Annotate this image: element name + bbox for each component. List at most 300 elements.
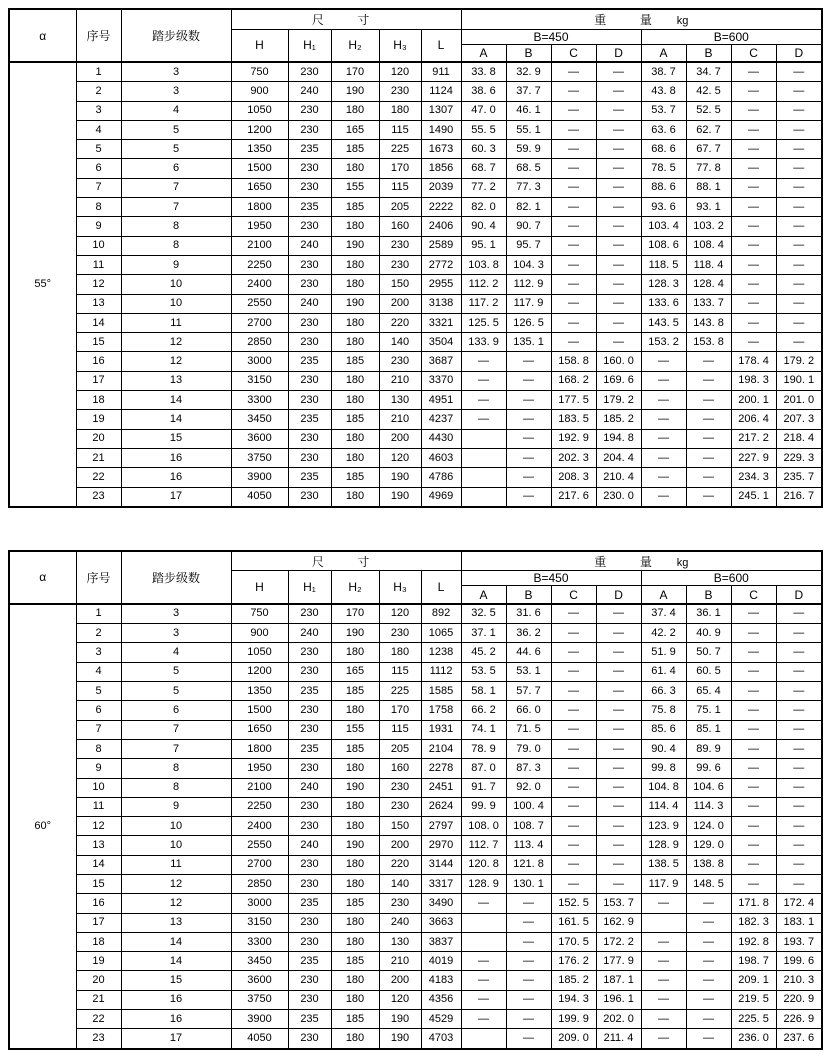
cell: 220. 9	[776, 990, 822, 1009]
cell: —	[596, 217, 641, 236]
cell: 230	[379, 778, 421, 797]
cell: 235	[288, 952, 331, 971]
cell: 180	[331, 275, 379, 294]
cell: 1500	[231, 701, 288, 720]
cell: 22	[76, 468, 121, 487]
cell: 150	[379, 817, 421, 836]
cell: 104. 8	[641, 778, 686, 797]
cell: 66. 0	[506, 701, 551, 720]
cell: —	[731, 778, 776, 797]
cell: 4	[76, 120, 121, 139]
cell: —	[551, 313, 596, 332]
table-row	[9, 410, 822, 429]
cell: 36. 2	[506, 624, 551, 643]
cell: —	[641, 971, 686, 990]
cell: 180	[331, 759, 379, 778]
cell: —	[551, 236, 596, 255]
cell	[461, 932, 506, 951]
cell: 1856	[421, 159, 461, 178]
cell	[641, 913, 686, 932]
cell	[461, 429, 506, 448]
cell: 2250	[231, 797, 288, 816]
table-row	[9, 952, 822, 971]
cell: 200	[379, 429, 421, 448]
cell: 216. 7	[776, 487, 822, 507]
cell: —	[686, 971, 731, 990]
cell: 892	[421, 604, 461, 624]
cell: 230	[288, 429, 331, 448]
cell: 32. 9	[506, 62, 551, 82]
cell: 3300	[231, 932, 288, 951]
cell: —	[596, 720, 641, 739]
cell: 217. 2	[731, 429, 776, 448]
cell: 71. 5	[506, 720, 551, 739]
cell: 230	[288, 62, 331, 82]
cell: 2039	[421, 178, 461, 197]
cell: —	[776, 217, 822, 236]
cell: 170. 5	[551, 932, 596, 951]
cell: 59. 9	[506, 140, 551, 159]
cell: 150	[379, 275, 421, 294]
cell: —	[551, 739, 596, 758]
cell: —	[641, 1029, 686, 1049]
col-header-b450-A: A	[461, 586, 506, 604]
cell: 78. 9	[461, 739, 506, 758]
cell: 180	[331, 391, 379, 410]
cell: —	[506, 1029, 551, 1049]
cell: 4019	[421, 952, 461, 971]
cell: 190	[379, 487, 421, 507]
col-header-b600-A: A	[641, 586, 686, 604]
cell: —	[596, 739, 641, 758]
cell: 3000	[231, 894, 288, 913]
cell: 103. 4	[641, 217, 686, 236]
cell: 1	[76, 62, 121, 82]
table-row	[9, 817, 822, 836]
cell: 4	[121, 101, 231, 120]
cell: 2700	[231, 855, 288, 874]
cell: 112. 7	[461, 836, 506, 855]
cell: —	[551, 778, 596, 797]
cell: 108. 6	[641, 236, 686, 255]
cell: —	[551, 624, 596, 643]
cell: —	[506, 371, 551, 390]
cell: —	[551, 643, 596, 662]
cell: 14	[76, 855, 121, 874]
cell: —	[461, 352, 506, 371]
cell: 40. 9	[686, 624, 731, 643]
table-row	[9, 720, 822, 739]
cell: 9	[121, 797, 231, 816]
cell: 68. 6	[641, 140, 686, 159]
table-row	[9, 894, 822, 913]
cell: —	[596, 662, 641, 681]
cell: 2278	[421, 759, 461, 778]
cell: 53. 7	[641, 101, 686, 120]
cell: 176. 2	[551, 952, 596, 971]
cell: —	[686, 913, 731, 932]
cell: 161. 5	[551, 913, 596, 932]
cell: 11	[121, 855, 231, 874]
cell: 5	[76, 140, 121, 159]
cell: 230	[288, 932, 331, 951]
cell: —	[596, 333, 641, 352]
cell: —	[596, 62, 641, 82]
cell: 168. 2	[551, 371, 596, 390]
cell: 17	[76, 913, 121, 932]
cell: —	[641, 894, 686, 913]
cell: 234. 3	[731, 468, 776, 487]
cell: 230	[288, 448, 331, 467]
cell: 140	[379, 333, 421, 352]
table-header	[9, 9, 822, 62]
cell: 158. 8	[551, 352, 596, 371]
col-header-serial: 序号	[76, 551, 121, 604]
cell: 13	[121, 371, 231, 390]
cell: 230	[288, 313, 331, 332]
cell: —	[776, 682, 822, 701]
cell: —	[686, 952, 731, 971]
col-header-H: H	[231, 571, 288, 604]
cell: 219. 5	[731, 990, 776, 1009]
cell: —	[686, 1010, 731, 1029]
cell: 180	[331, 990, 379, 1009]
cell: 4	[76, 662, 121, 681]
cell: —	[776, 643, 822, 662]
cell: 7	[121, 178, 231, 197]
cell: —	[731, 662, 776, 681]
table-row	[9, 468, 822, 487]
cell: —	[776, 294, 822, 313]
cell: —	[641, 952, 686, 971]
alpha-value: 60°	[9, 604, 76, 1049]
cell: —	[461, 410, 506, 429]
cell: 114. 3	[686, 797, 731, 816]
cell: 230. 0	[596, 487, 641, 507]
cell: 235	[288, 894, 331, 913]
cell: —	[551, 275, 596, 294]
cell: —	[506, 894, 551, 913]
cell: 5	[121, 682, 231, 701]
cell: 21	[76, 448, 121, 467]
cell: —	[596, 313, 641, 332]
cell: 10	[121, 817, 231, 836]
cell: —	[506, 410, 551, 429]
cell: 108. 7	[506, 817, 551, 836]
cell: 17	[76, 371, 121, 390]
cell: —	[641, 468, 686, 487]
cell: 148. 5	[686, 874, 731, 893]
cell: 128. 4	[686, 275, 731, 294]
cell: 180	[331, 1029, 379, 1049]
table-row	[9, 101, 822, 120]
cell: —	[686, 990, 731, 1009]
cell: 2850	[231, 333, 288, 352]
cell: —	[596, 855, 641, 874]
cell: 23	[76, 487, 121, 507]
cell: 38. 6	[461, 82, 506, 101]
weight-unit: kg	[676, 14, 689, 27]
cell: —	[551, 178, 596, 197]
cell: 200	[379, 294, 421, 313]
cell: 37. 1	[461, 624, 506, 643]
cell: 180	[331, 932, 379, 951]
cell: 68. 7	[461, 159, 506, 178]
cell: —	[551, 836, 596, 855]
cell: 38. 7	[641, 62, 686, 82]
cell: 230	[379, 236, 421, 255]
cell: —	[596, 255, 641, 274]
cell: 210. 4	[596, 468, 641, 487]
cell: 185	[331, 739, 379, 758]
cell: 16	[76, 894, 121, 913]
cell: —	[461, 894, 506, 913]
cell: 19	[76, 952, 121, 971]
cell: 4356	[421, 990, 461, 1009]
cell: —	[776, 778, 822, 797]
cell: 2400	[231, 817, 288, 836]
cell: —	[686, 1029, 731, 1049]
cell: 52. 5	[686, 101, 731, 120]
col-header-b450-C: C	[551, 44, 596, 62]
spec-table-60deg	[8, 550, 823, 1050]
cell: 55. 1	[506, 120, 551, 139]
cell: —	[731, 797, 776, 816]
table-row	[9, 855, 822, 874]
cell: —	[776, 855, 822, 874]
cell: 138. 8	[686, 855, 731, 874]
cell: —	[731, 101, 776, 120]
cell: —	[596, 159, 641, 178]
cell: 180	[331, 448, 379, 467]
cell: 66. 3	[641, 682, 686, 701]
cell: —	[641, 371, 686, 390]
cell: —	[551, 720, 596, 739]
cell: 240	[379, 913, 421, 932]
cell: 178. 4	[731, 352, 776, 371]
cell: 3	[121, 604, 231, 624]
cell: 103. 8	[461, 255, 506, 274]
cell: —	[731, 817, 776, 836]
cell: —	[641, 352, 686, 371]
cell: 120	[379, 604, 421, 624]
cell: —	[731, 313, 776, 332]
cell: 169. 6	[596, 371, 641, 390]
cell: —	[776, 759, 822, 778]
cell: 192. 8	[731, 932, 776, 951]
group-header-dimensions: 尺 寸	[231, 9, 461, 29]
cell: 3300	[231, 391, 288, 410]
cell: —	[731, 682, 776, 701]
cell: 115	[379, 662, 421, 681]
table-row	[9, 971, 822, 990]
cell: —	[776, 624, 822, 643]
cell: 198. 3	[731, 371, 776, 390]
cell: 57. 7	[506, 682, 551, 701]
cell: 230	[288, 874, 331, 893]
cell: —	[551, 120, 596, 139]
col-header-b600-D: D	[776, 586, 822, 604]
cell: 230	[288, 159, 331, 178]
col-header-b600-C: C	[731, 44, 776, 62]
cell: —	[776, 255, 822, 274]
table-header	[9, 551, 822, 604]
cell: —	[596, 797, 641, 816]
table-row	[9, 217, 822, 236]
cell: 1650	[231, 720, 288, 739]
cell: 95. 1	[461, 236, 506, 255]
col-header-b450-A: A	[461, 44, 506, 62]
cell: —	[596, 701, 641, 720]
cell: 185	[331, 894, 379, 913]
col-header-b600-C: C	[731, 586, 776, 604]
cell: 7	[121, 720, 231, 739]
cell: 120	[379, 62, 421, 82]
cell: 1124	[421, 82, 461, 101]
cell: 21	[76, 990, 121, 1009]
cell: 61. 4	[641, 662, 686, 681]
cell: —	[641, 932, 686, 951]
cell: 120. 8	[461, 855, 506, 874]
cell: 1065	[421, 624, 461, 643]
cell: 190	[379, 1029, 421, 1049]
cell: —	[686, 371, 731, 390]
cell: 220	[379, 855, 421, 874]
cell: 10	[121, 836, 231, 855]
col-header-alpha: α	[9, 9, 76, 62]
table-body-55deg	[9, 62, 822, 507]
cell: 153. 2	[641, 333, 686, 352]
col-header-H1: H₁	[288, 571, 331, 604]
cell: 1350	[231, 140, 288, 159]
col-header-L: L	[421, 29, 461, 62]
table-row	[9, 448, 822, 467]
cell: 2406	[421, 217, 461, 236]
cell: 152. 5	[551, 894, 596, 913]
cell: 3687	[421, 352, 461, 371]
col-header-b450-B: B	[506, 44, 551, 62]
cell: —	[596, 817, 641, 836]
cell: 4183	[421, 971, 461, 990]
col-header-serial: 序号	[76, 9, 121, 62]
cell: 3900	[231, 468, 288, 487]
cell: 220	[379, 313, 421, 332]
cell: —	[551, 855, 596, 874]
cell: 230	[288, 487, 331, 507]
cell: —	[461, 371, 506, 390]
cell: 77. 2	[461, 178, 506, 197]
cell: 129. 0	[686, 836, 731, 855]
cell: —	[686, 894, 731, 913]
cell: —	[506, 352, 551, 371]
cell: 90. 7	[506, 217, 551, 236]
cell: 75. 1	[686, 701, 731, 720]
cell: 66. 2	[461, 701, 506, 720]
cell: 185	[331, 682, 379, 701]
cell: 2850	[231, 874, 288, 893]
cell: 104. 3	[506, 255, 551, 274]
cell: 16	[121, 448, 231, 467]
cell: —	[731, 874, 776, 893]
cell: 160	[379, 217, 421, 236]
cell: 199. 6	[776, 952, 822, 971]
cell: 1800	[231, 739, 288, 758]
col-header-H3: H₃	[379, 571, 421, 604]
table-row	[9, 913, 822, 932]
group-header-dimensions: 尺 寸	[231, 551, 461, 571]
cell: 75. 8	[641, 701, 686, 720]
cell: 230	[288, 178, 331, 197]
cell: 3600	[231, 971, 288, 990]
cell: —	[776, 739, 822, 758]
cell: 183. 5	[551, 410, 596, 429]
cell: 202. 0	[596, 1010, 641, 1029]
cell: —	[731, 275, 776, 294]
table-row	[9, 682, 822, 701]
cell: 165	[331, 662, 379, 681]
cell: —	[731, 604, 776, 624]
cell: 155	[331, 720, 379, 739]
cell: 3	[121, 82, 231, 101]
cell: 7	[121, 198, 231, 217]
cell: 8	[121, 759, 231, 778]
cell: 16	[121, 468, 231, 487]
cell: 108. 0	[461, 817, 506, 836]
cell: 180	[379, 101, 421, 120]
cell: 108. 4	[686, 236, 731, 255]
cell: 95. 7	[506, 236, 551, 255]
cell: 750	[231, 62, 288, 82]
cell: 79. 0	[506, 739, 551, 758]
table-body-60deg	[9, 604, 822, 1049]
cell: 118. 5	[641, 255, 686, 274]
cell: 192. 9	[551, 429, 596, 448]
cell: 3750	[231, 448, 288, 467]
cell: 235	[288, 1010, 331, 1029]
cell: 2550	[231, 294, 288, 313]
alpha-value: 55°	[9, 62, 76, 507]
cell: 14	[76, 313, 121, 332]
cell: 124. 0	[686, 817, 731, 836]
cell: 180	[331, 855, 379, 874]
cell: 77. 3	[506, 178, 551, 197]
cell: 133. 6	[641, 294, 686, 313]
cell: 2624	[421, 797, 461, 816]
cell: 34. 7	[686, 62, 731, 82]
cell: 53. 1	[506, 662, 551, 681]
cell: 9	[121, 255, 231, 274]
cell: 51. 9	[641, 643, 686, 662]
cell: 230	[379, 894, 421, 913]
cell: —	[686, 410, 731, 429]
cell: 2797	[421, 817, 461, 836]
cell: 225	[379, 682, 421, 701]
cell: 230	[379, 352, 421, 371]
cell: 230	[288, 855, 331, 874]
cell: —	[641, 990, 686, 1009]
cell: 67. 7	[686, 140, 731, 159]
cell: —	[551, 62, 596, 82]
cell	[461, 487, 506, 507]
cell: —	[551, 82, 596, 101]
spec-table-55deg	[8, 8, 823, 508]
cell: 1	[76, 604, 121, 624]
table-row	[9, 1010, 822, 1029]
cell: 6	[76, 701, 121, 720]
cell: 20	[76, 971, 121, 990]
cell: —	[776, 120, 822, 139]
cell: 190	[331, 836, 379, 855]
